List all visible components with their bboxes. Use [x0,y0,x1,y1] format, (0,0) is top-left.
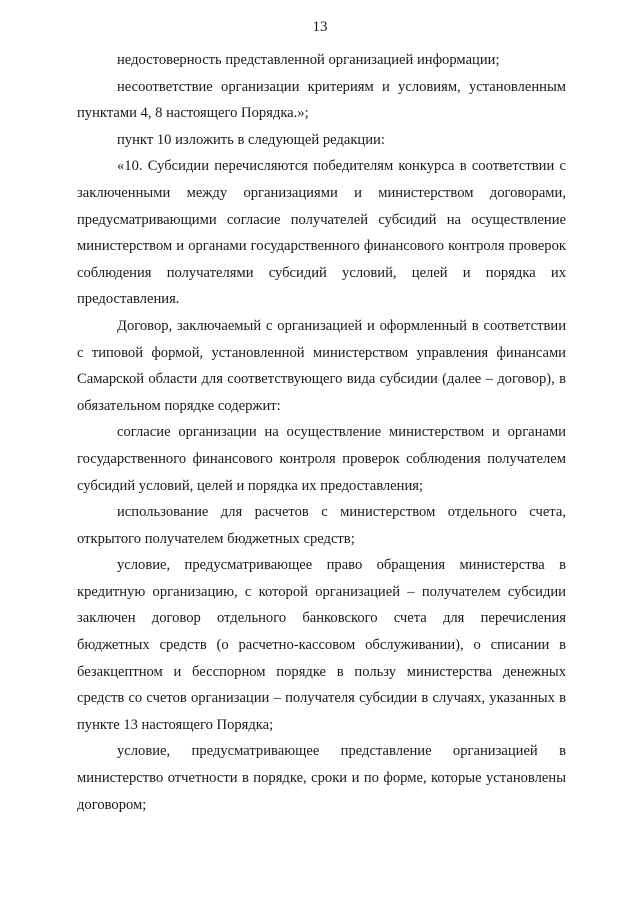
paragraph-bank-debit-right: условие, предусматривающее право обращения министерства в кредитную организацию, с которой организацией – получателем субсидии заключен договор отдельного банковского счета для перечисления бюджетных средств (о расчетно-кассовом обслуживании), о списании в безакцептном и бесспорном порядке в пользу министерства денежных средств со счетов организации – получателя субсидии в случаях, указанных в пункте 13 настоящего Порядка; [77,557,566,733]
paragraph-consent-inspections: согласие организации на осуществление министерством и органами государственного финансового контроля проверок соблюдения получателем субсидий условий, целей и порядка их предоставления; [77,424,566,494]
document-body [77,47,566,818]
paragraph-separate-account: использование для расчетов с министерством отдельного счета, открытого получателем бюджетных средств; [77,504,566,547]
page-number: 13 [312,19,328,35]
paragraph-criteria-mismatch: несоответствие организации критериям и условиям, установленным пунктами 4, 8 настоящего Порядка.»; [77,78,566,122]
paragraph-point-10-intro: пункт 10 изложить в следующей редакции: [117,131,385,148]
paragraph-reporting-condition: условие, предусматривающее представление организацией в министерство отчетности в порядке, сроки и по форме, которые установлены договором; [77,743,566,813]
paragraph-contract-contents: Договор, заключаемый с организацией и оформленный в соответствии с типовой формой, установленной министерством управления финансами Самарской области для соответствующего вида субсидии (далее – договор), в обязательном порядке содержит: [77,317,566,414]
paragraph-point-10-subsidies: «10. Субсидии перечисляются победителям конкурса в соответствии с заключенными между организациями и министерством договорами, предусматривающими согласие получателей субсидий на осуществление министерством и органами государственного финансового контроля проверок соблюдения получателями субсидий условий, целей и порядка их предоставления. [77,158,566,308]
paragraph-unreliable-info: недостоверность представленной организацией информации; [117,52,500,68]
